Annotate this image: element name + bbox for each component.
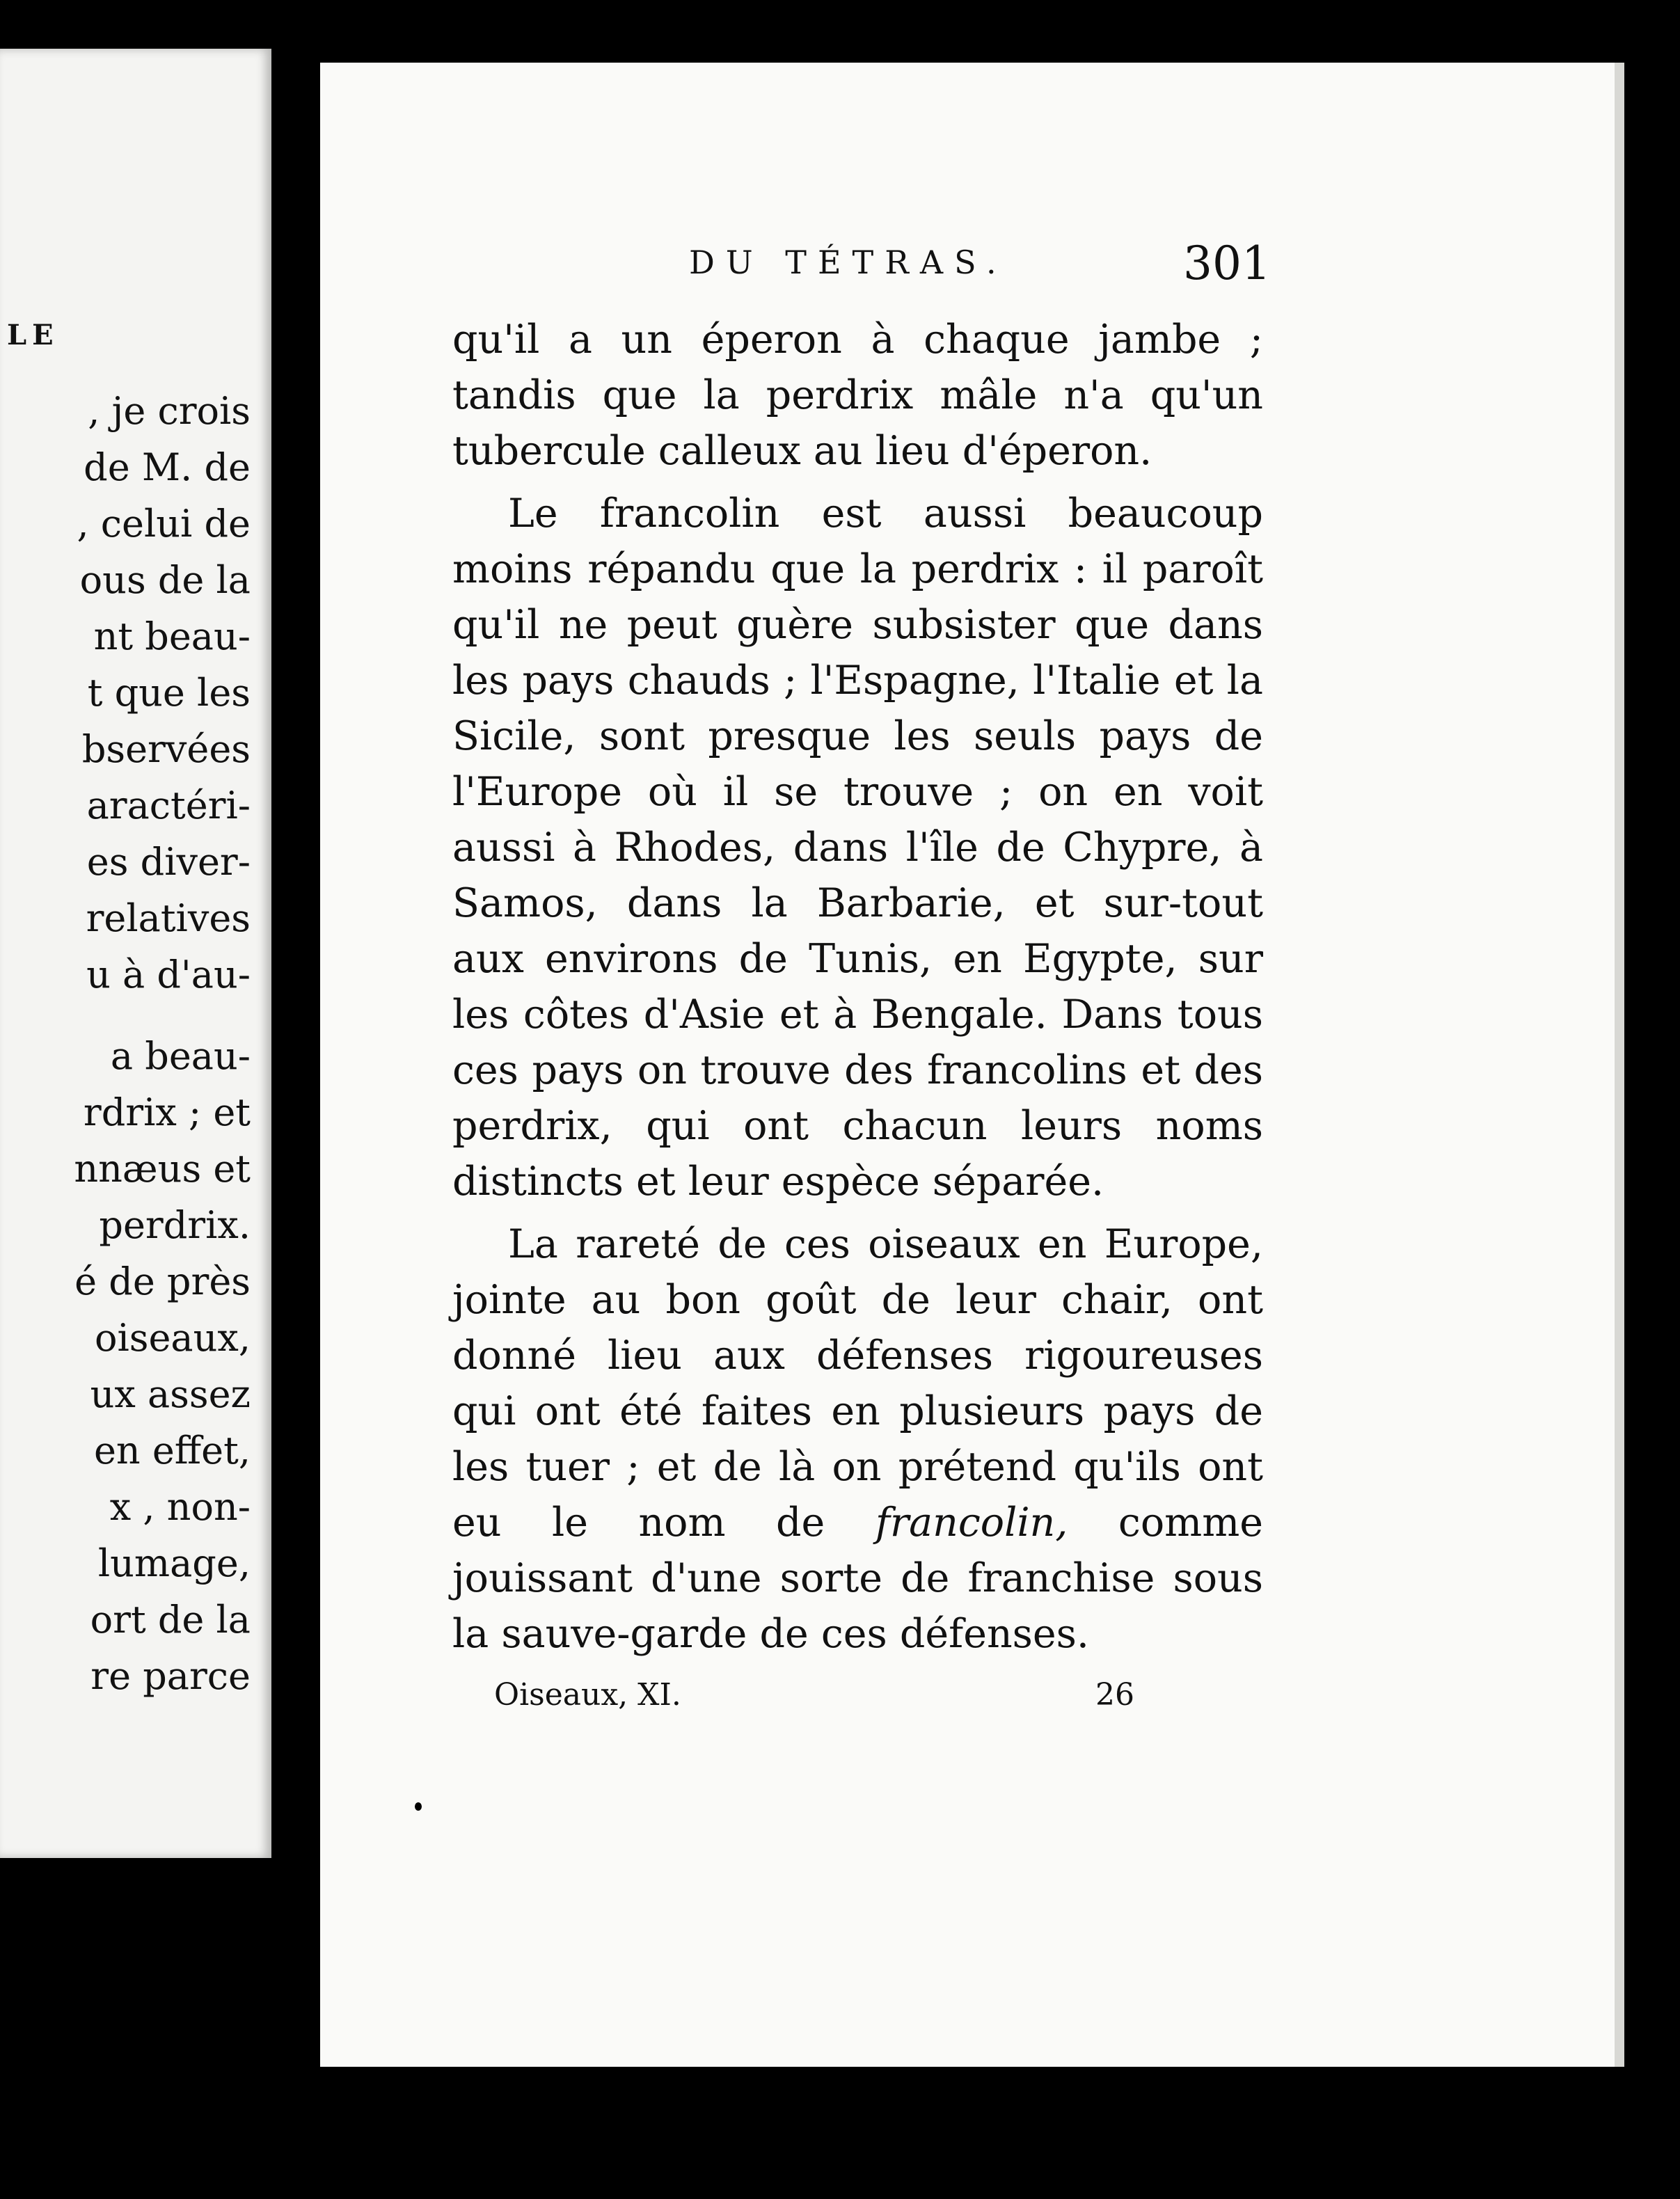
scan-border (0, 2074, 1680, 2199)
body-text (452, 312, 1263, 1669)
signature-line (494, 1677, 1134, 1713)
page-number: 301 (1183, 237, 1271, 290)
left-line: perdrix. (99, 1203, 251, 1247)
left-line: ous de la (79, 558, 251, 602)
left-line: é de près (74, 1260, 251, 1303)
left-line: nt beau- (93, 614, 251, 658)
book-gutter (271, 0, 320, 2199)
left-line: rdrix ; et (83, 1090, 251, 1134)
signature-number: 26 (1095, 1677, 1134, 1713)
left-line: en effet, (93, 1429, 251, 1472)
left-line: , je crois (88, 389, 251, 433)
left-running-head: LE (7, 319, 59, 351)
running-head: DU TÉTRAS. (689, 244, 1008, 281)
left-line: x , non- (109, 1485, 251, 1529)
left-line: a beau- (110, 1034, 251, 1078)
signature-mark: Oiseaux, XI. (494, 1677, 681, 1713)
left-line: ort de la (90, 1598, 251, 1642)
left-line: lumage, (97, 1541, 251, 1585)
left-line: aractéri- (86, 784, 251, 827)
left-line: bservées (81, 727, 251, 771)
left-line: nnæus et (74, 1147, 251, 1191)
ink-speck (415, 1802, 422, 1811)
left-line: es diver- (86, 840, 251, 884)
left-line: , celui de (77, 502, 251, 546)
left-page (0, 49, 271, 1858)
paragraph-text: La rareté de ces oiseaux en Europe, jointe au bon goût de leur chair, ont donné lieu aux défenses rigoureuses qui ont été faites en plusieurs pays de les tuer ; et de là on prétend qu'ils ont eu le nom de (452, 1221, 1263, 1546)
left-line: de M. de (84, 445, 251, 489)
left-line: relatives (86, 896, 251, 940)
left-text-fragments (0, 383, 251, 1704)
left-line: ux assez (90, 1372, 251, 1416)
left-line: re parce (90, 1654, 251, 1698)
paragraph: Le francolin est aussi beaucoup moins répandu que la perdrix : il paroît qu'il ne peut guère subsister que dans les pays chauds ; l'Espagne, l'Italie et la Sicile, sont presque les seuls pays de l'Europe où il se trouve ; on en voit aussi à Rhodes, dans l'île de Chypre, à Samos, dans la Barbarie, et sur-tout aux environs de Tunis, en Egypte, sur les côtes d'Asie et à Bengale. Dans tous ces pays on trouve des francolins et des perdrix, qui ont chacun leurs noms distincts et leur espèce séparée. (452, 491, 1263, 1205)
left-line: t que les (87, 671, 251, 715)
paragraph (452, 1216, 1263, 1662)
left-line: u à d'au- (86, 953, 251, 997)
paragraph-text: comme jouissant d'une sorte de franchise sous la sauve-garde de ces défenses. (452, 1500, 1263, 1657)
left-line: oiseaux, (94, 1316, 251, 1360)
italic-term: francolin, (875, 1500, 1068, 1546)
left-line-gap (0, 1003, 251, 1028)
paragraph: qu'il a un éperon à chaque jambe ; tandis que la perdrix mâle n'a qu'un tubercule calleux au lieu d'éperon. (452, 317, 1263, 474)
